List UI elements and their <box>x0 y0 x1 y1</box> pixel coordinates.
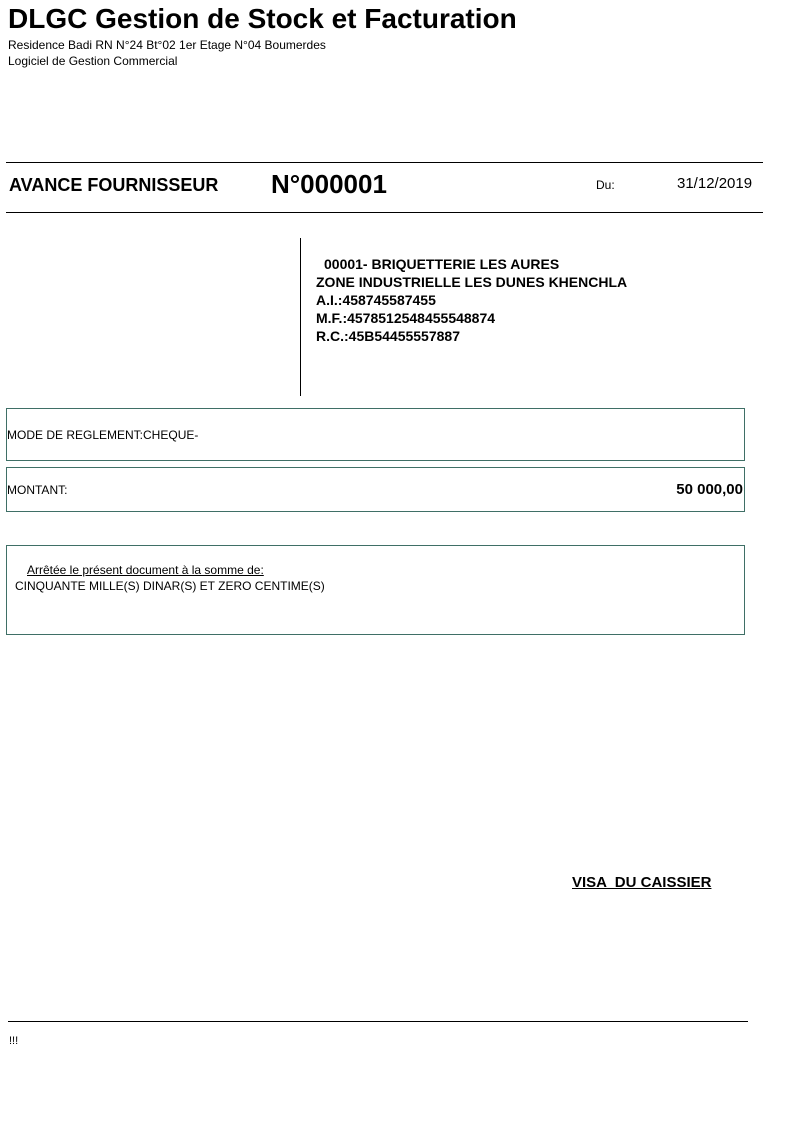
arrete-amount-words: CINQUANTE MILLE(S) DINAR(S) ET ZERO CENTIME(S) <box>15 579 325 593</box>
arrete-label: Arrêtée le présent document à la somme de: <box>27 563 264 577</box>
supplier-code-name: 00001- BRIQUETTERIE LES AURES <box>324 256 560 272</box>
date-label: Du: <box>596 178 615 192</box>
supplier-rc: R.C.:45B54455557887 <box>316 328 460 344</box>
document-number: N°000001 <box>271 169 387 199</box>
amount-label: MONTANT: <box>7 483 68 497</box>
document-title: AVANCE FOURNISSEUR <box>9 175 219 195</box>
title-top-rule <box>6 162 763 163</box>
supplier-mf: M.F.:4578512548455548874 <box>316 310 496 326</box>
supplier-address: ZONE INDUSTRIELLE LES DUNES KHENCHLA <box>316 274 628 290</box>
footer-mark: !!! <box>9 1035 19 1047</box>
amount-value: 50 000,00 <box>676 481 743 498</box>
document-date: 31/12/2019 <box>677 175 753 192</box>
company-description: Logiciel de Gestion Commercial <box>8 54 178 68</box>
footer-rule <box>8 1021 748 1022</box>
amount-box <box>6 467 745 512</box>
company-name: DLGC Gestion de Stock et Facturation <box>8 3 517 34</box>
payment-mode: MODE DE REGLEMENT:CHEQUE- <box>7 428 199 442</box>
company-address: Residence Badi RN N°24 Bt°02 1er Etage N°04 Boumerdes <box>8 38 326 52</box>
title-bottom-rule <box>6 212 763 213</box>
supplier-divider <box>300 238 301 396</box>
supplier-ai: A.I.:458745587455 <box>316 292 436 308</box>
cashier-visa-label: VISA DU CAISSIER <box>572 874 712 891</box>
